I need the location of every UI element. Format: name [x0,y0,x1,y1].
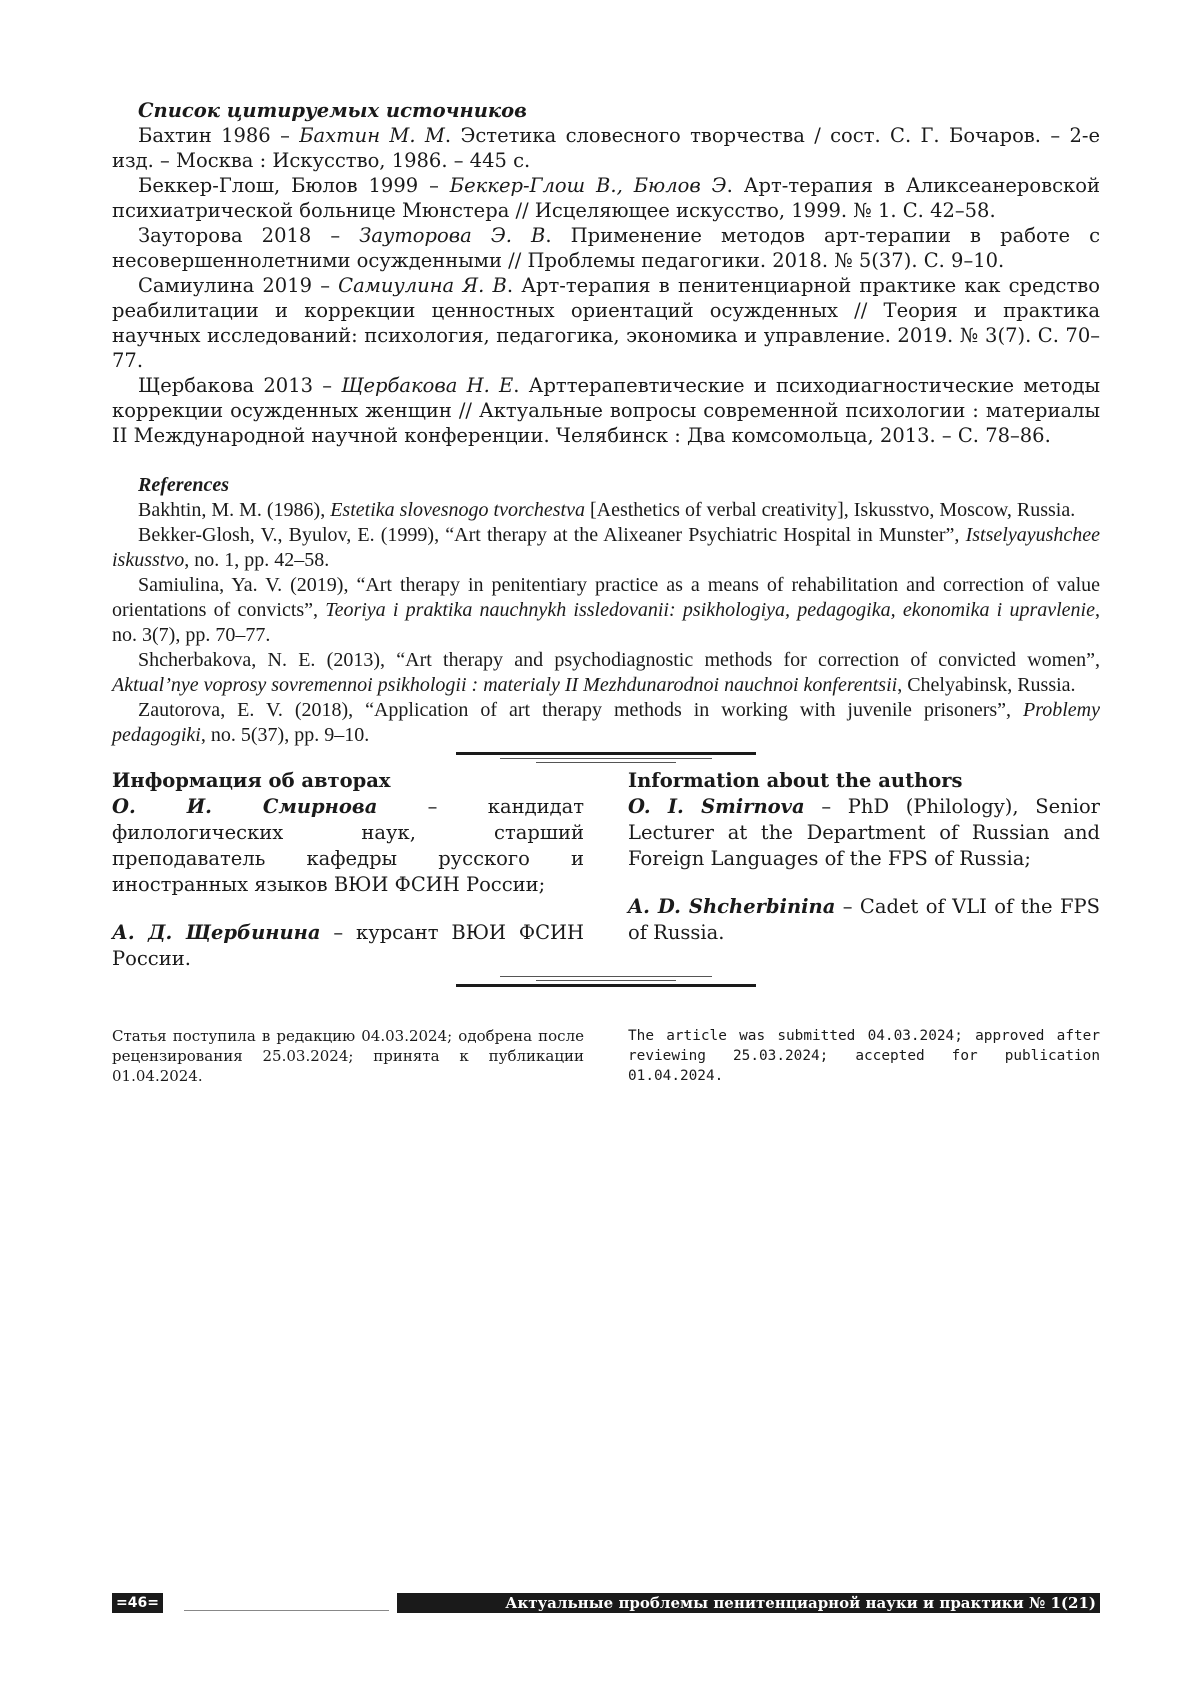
ru-ref-lead: Бахтин 1986 – [138,124,299,147]
ru-ref-rest: . Применение методов арт-терапии в работе с несовершеннолетними осужденными // Проблемы педагогики. 2018. № 5(37). С. 9–10. [112,224,1100,272]
ru-ref-rest: . Арт-терапия в пенитенциарной практике как средство реабилитации и коррекции ценностных ориентаций осужденных // Теория и практика научных исследований: психология, педагогика, экономика и управление. 2019. № 3(7). С. 70–77. [112,274,1100,372]
en-ref-before: Bekker-Glosh, V., Byulov, E. (1999), “Art therapy at the Alixeaner Psychiatric Hospital in Munster”, [138,524,966,546]
en-ref-before: Shcherbakova, N. E. (2013), “Art therapy and psychodiagnostic methods for correction of convicted women”, [138,649,1100,671]
authors-en-title: Information about the authors [628,768,1100,794]
en-ref-before: Zautorova, E. V. (2018), “Application of art therapy methods in working with juvenile prisoners”, [138,699,1023,721]
submission-info [112,1026,1100,1086]
en-ref-italic: Istselyayushchee iskusstvo [112,524,1100,571]
author-desc: – Cadet of VLI of the FPS of Russia. [628,895,1100,944]
en-ref-before: Bakhtin, M. M. (1986), [138,499,330,521]
authors-info [112,768,1100,972]
ru-reference-item [112,173,1100,223]
footer-rule [184,1610,389,1611]
author-name: O. I. Smirnova [628,795,805,818]
en-ref-before: Samiulina, Ya. V. (2019), “Art therapy in penitentiary practice as a means of rehabilitation and correction of value orientations of convicts”, [112,574,1100,621]
ru-reference-item [112,373,1100,448]
ru-ref-rest: . Арттерапевтические и психодиагностические методы коррекции осужденных женщин // Актуальные вопросы современной психологии : материалы II Международной научной конференции. Челябинск : Два комсомольца, 2013. – С. 78–86. [112,374,1100,447]
ru-ref-author: Зауторова Э. В [359,224,545,247]
author-en-2 [628,894,1100,946]
page-number: =46= [112,1593,163,1613]
ru-ref-author: Беккер-Глош В., Бюлов Э [450,174,727,197]
author-name: A. D. Shcherbinina [628,895,835,918]
ru-references-title: Список цитируемых источников [112,98,1100,123]
ru-ref-lead: Зауторова 2018 – [138,224,359,247]
submission-ru: Статья поступила в редакцию 04.03.2024; одобрена после рецензирования 25.03.2024; принята к публикации 01.04.2024. [112,1026,584,1086]
en-ref-italic: Estetika slovesnogo tvorchestva [330,499,585,521]
en-references [112,473,1100,748]
ru-ref-rest: . Эстетика словесного творчества / сост. С. Г. Бочаров. – 2-е изд. – Москва : Искусство, 1986. – 445 с. [112,124,1100,172]
en-ref-after: , no. 5(37), pp. 9–10. [201,724,369,746]
authors-en-column [628,768,1100,972]
ru-ref-rest: . Арт-терапия в Аликсеанеровской психиатрической больнице Мюнстера // Исцеляющее искусство, 1999. № 1. С. 42–58. [112,174,1100,222]
journal-title: Актуальные проблемы пенитенциарной науки и практики № 1(21) [397,1593,1100,1613]
divider-thick-line [456,752,756,755]
en-ref-italic: Aktual’nye voprosy sovremennoi psikhologii : materialy II Mezhdunarodnoi nauchnoi konferentsii [112,674,897,696]
document-page [0,0,1200,1697]
divider-thin-line [536,762,676,763]
ru-references [112,98,1100,448]
ru-ref-lead: Беккер-Глош, Бюлов 1999 – [138,174,450,197]
divider-thick-line [456,984,756,987]
en-reference-item [112,523,1100,573]
ru-ref-author: Бахтин М. М [299,124,445,147]
ru-ref-lead: Щербакова 2013 – [138,374,341,397]
divider-thin-line [500,758,712,759]
en-reference-item [112,648,1100,698]
authors-ru-title: Информация об авторах [112,768,584,794]
author-ru-1 [112,794,584,898]
submission-en: The article was submitted 04.03.2024; approved after reviewing 25.03.2024; accepted for publication 01.04.2024. [628,1026,1100,1086]
divider-thin-line [536,980,676,981]
en-reference-item [112,498,1100,523]
author-name: А. Д. Щербинина [112,921,321,944]
ru-ref-author: Щербакова Н. Е [341,374,513,397]
en-ref-after: , no. 3(7), pp. 70–77. [112,599,1100,646]
authors-ru-column [112,768,584,972]
page-footer [112,1593,1100,1613]
author-en-1 [628,794,1100,872]
en-ref-after: , no. 1, pp. 42–58. [184,549,329,571]
author-ru-2 [112,920,584,972]
en-reference-item [112,698,1100,748]
author-name: О. И. Смирнова [112,795,377,818]
page-content [112,98,1100,1086]
en-ref-italic: Problemy pedagogiki [112,699,1100,746]
ru-reference-item [112,123,1100,173]
divider-thin-line [500,976,712,977]
en-ref-after: [Aesthetics of verbal creativity], Iskusstvo, Moscow, Russia. [585,499,1075,521]
ru-reference-item [112,273,1100,373]
ru-ref-lead: Самиулина 2019 – [138,274,338,297]
en-ref-italic: Teoriya i praktika nauchnykh issledovanii: psikhologiya, pedagogika, ekonomika i upravlenie [325,599,1095,621]
en-references-title: References [112,473,1100,498]
ru-ref-author: Самиулина Я. В [338,274,507,297]
section-divider-bottom [456,974,756,988]
section-divider-top [456,750,756,764]
en-reference-item [112,573,1100,648]
author-desc: – PhD (Philology), Senior Lecturer at the Department of Russian and Foreign Languages of the FPS of Russia; [628,795,1100,870]
en-ref-after: , Chelyabinsk, Russia. [897,674,1075,696]
ru-reference-item [112,223,1100,273]
author-desc: – кандидат филологических наук, старший преподаватель кафедры русского и иностранных языков ВЮИ ФСИН России; [112,795,584,896]
author-desc: – курсант ВЮИ ФСИН России. [112,921,584,970]
